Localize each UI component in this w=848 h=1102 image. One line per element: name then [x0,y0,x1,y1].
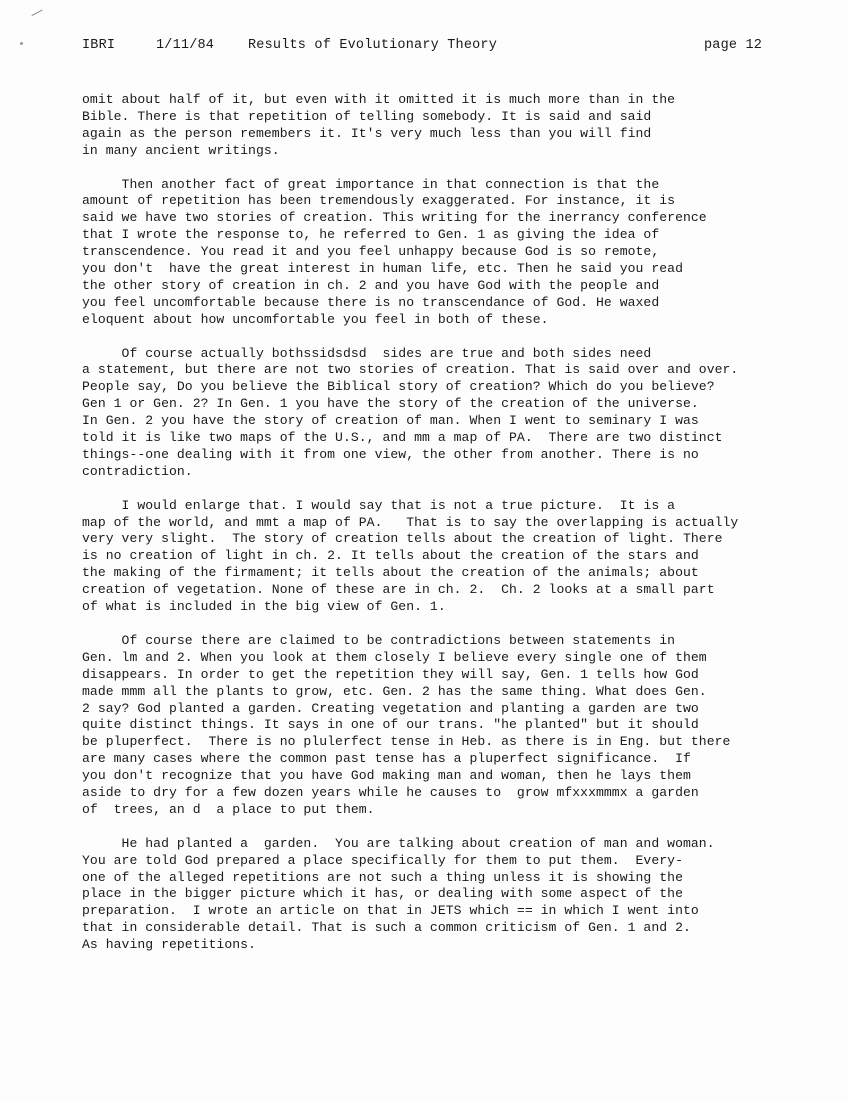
text-line: In Gen. 2 you have the story of creation of man. When I went to seminary I was [82,413,699,429]
text-line: Of course actually bothssidsdsd sides are true and both sides need [82,345,652,361]
text-line: very very slight. The story of creation tells about the creation of light. There [82,531,723,547]
paragraph-gap [82,329,792,346]
text-line: place in the bigger picture which it has, or dealing with some aspect of the [82,886,683,902]
text-line: Bible. There is that repetition of telling somebody. It is said and said [82,108,652,124]
header-date: 1/11/84 [156,38,215,53]
text-line: things--one dealing with it from one view, the other from another. There is no [82,446,699,462]
text-line: of trees, an d a place to put them. [82,801,375,817]
text-line: Of course there are claimed to be contradictions between statements in [82,632,676,648]
text-line: again as the person remembers it. It's very much less than you will find [82,125,652,141]
text-line: made mmm all the plants to grow, etc. Gen. 2 has the same thing. What does Gen. [82,683,707,699]
text-line: transcendence. You read it and you feel unhappy because God is so remote, [82,244,660,260]
paragraph [82,346,792,481]
text-line: quite distinct things. It says in one of our trans. "he planted" but it should [82,717,699,733]
paragraph-gap [82,481,792,498]
text-line: you don't recognize that you have God making man and woman, then he lays them [82,768,691,784]
text-line: one of the alleged repetitions are not such a thing unless it is showing the [82,869,683,885]
header-page-number: page 12 [704,38,763,53]
text-line: amount of repetition has been tremendously exaggerated. For instance, it is [82,193,676,209]
text-line: that I wrote the response to, he referred to Gen. 1 as giving the idea of [82,227,660,243]
text-line: People say, Do you believe the Biblical story of creation? Which do you believe? [82,379,715,395]
punch-hole-mark [20,42,23,45]
text-line: the other story of creation in ch. 2 and you have God with the people and [82,277,660,293]
text-line: Gen 1 or Gen. 2? In Gen. 1 you have the story of the creation of the universe. [82,396,699,412]
paragraph [82,836,792,954]
paragraph-gap [82,616,792,633]
text-line: a statement, but there are not two stories of creation. That is said over and over. [82,362,739,378]
text-line: be pluperfect. There is no plulerfect tense in Heb. as there is in Eng. but there [82,734,731,750]
paragraph [82,498,792,616]
paragraph [82,92,792,160]
text-line: disappears. In order to get the repetition they will say, Gen. 1 tells how God [82,666,699,682]
pen-mark [32,9,45,19]
paragraph-gap [82,160,792,177]
text-line: You are told God prepared a place specifically for them to put them. Every- [82,852,683,868]
text-line: that in considerable detail. That is such a common criticism of Gen. 1 and 2. [82,920,691,936]
header-org: IBRI [82,38,116,53]
text-line: said we have two stories of creation. This writing for the inerrancy conference [82,210,707,226]
text-line: He had planted a garden. You are talking about creation of man and woman. [82,835,715,851]
page-header [82,38,772,58]
text-line: I would enlarge that. I would say that is not a true picture. It is a [82,497,676,513]
text-line: 2 say? God planted a garden. Creating vegetation and planting a garden are two [82,700,699,716]
text-line: eloquent about how uncomfortable you feel in both of these. [82,311,549,327]
text-line: As having repetitions. [82,937,256,953]
text-line: in many ancient writings. [82,142,280,158]
text-line: Then another fact of great importance in that connection is that the [82,176,660,192]
text-line: the making of the firmament; it tells about the creation of the animals; about [82,565,699,581]
paragraph [82,177,792,329]
text-line: contradiction. [82,463,193,479]
text-line: map of the world, and mmt a map of PA. That is to say the overlapping is actually [82,514,739,530]
text-line: aside to dry for a few dozen years while he causes to grow mfxxxmmmx a garden [82,784,699,800]
text-line: omit about half of it, but even with it omitted it is much more than in the [82,92,676,107]
text-line: are many cases where the common past tense has a pluperfect significance. If [82,751,691,767]
text-line: of what is included in the big view of Gen. 1. [82,599,446,615]
text-line: creation of vegetation. None of these are in ch. 2. Ch. 2 looks at a small part [82,582,715,598]
paragraph-gap [82,819,792,836]
text-line: told it is like two maps of the U.S., and mm a map of PA. There are two distinct [82,430,723,446]
text-line: is no creation of light in ch. 2. It tells about the creation of the stars and [82,548,699,564]
text-line: preparation. I wrote an article on that in JETS which == in which I went into [82,903,699,919]
paragraph [82,633,792,819]
text-line: you feel uncomfortable because there is no transcendance of God. He waxed [82,294,660,310]
header-title: Results of Evolutionary Theory [248,38,498,53]
text-line: you don't have the great interest in human life, etc. Then he said you read [82,261,683,277]
text-line: Gen. lm and 2. When you look at them closely I believe every single one of them [82,649,707,665]
document-body [82,92,792,954]
